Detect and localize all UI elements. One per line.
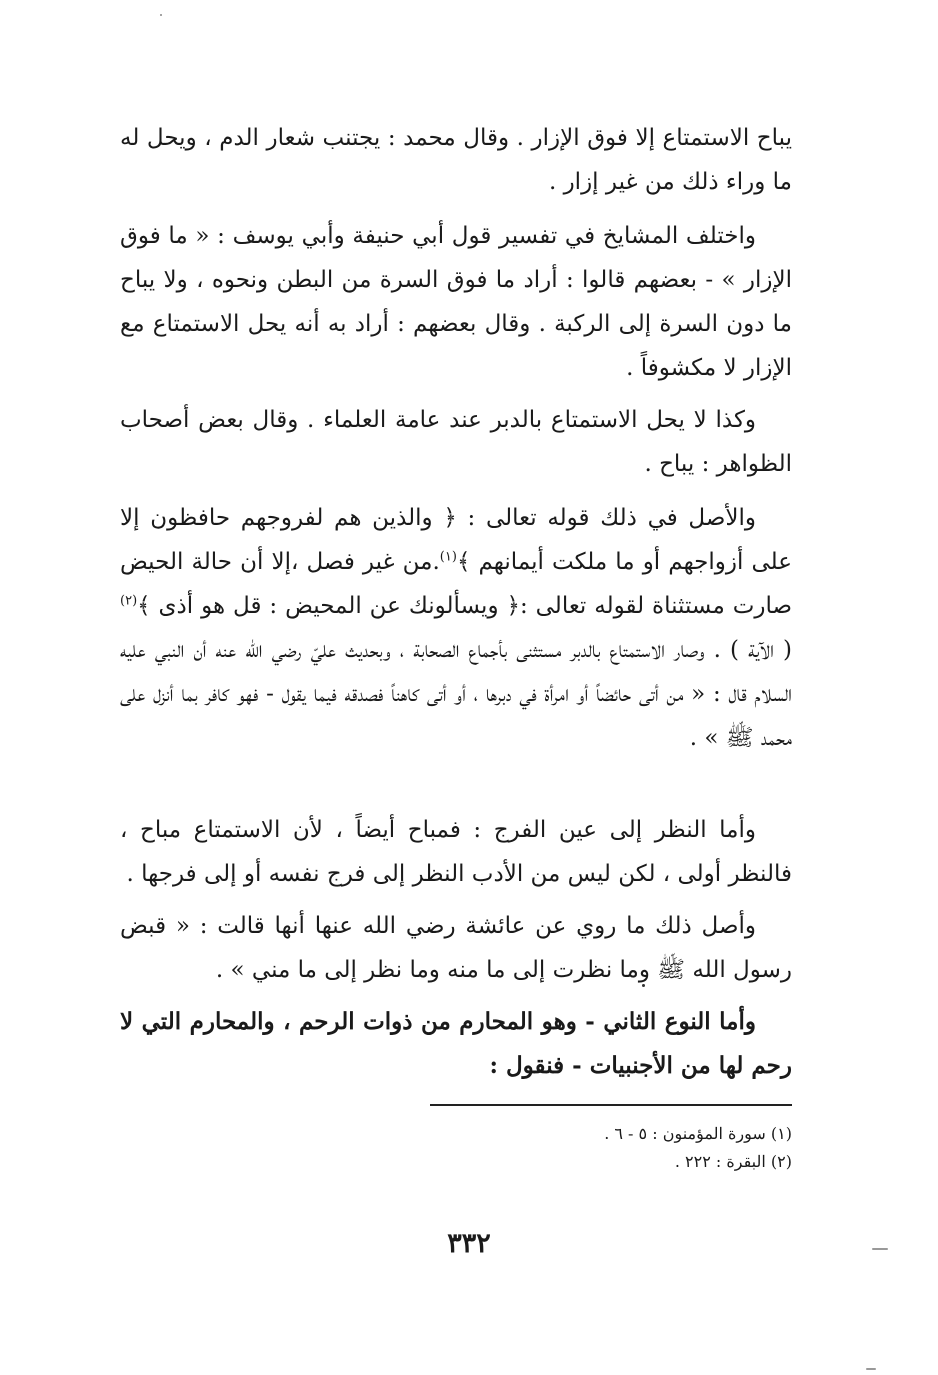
paragraph-5 [120,808,792,896]
page-number: ٣٣٢ [447,1228,491,1259]
footnote-ref-2: (٢) [120,593,138,609]
paragraph-4-text-b: .من غير فصل ،إلا أن حالة الحيض صارت مستثناة لقوله تعالى :﴿ ويسألونك عن المحيض : قل هو أذى ﴾ [120,549,792,619]
paragraph-4-text-c: ( الآية ) . وصار الاستمتاع بالدبر مستثنى بأجماع الصحابة ، وبحديث عليّ رضي الله عنه أن النبي عليه السلام قال : « من أتى حائضاً أو امرأة في دبرها ، أو أتى كاهناً فصدقه فيما يقول - فهو كافر بما أنزل على محمد ﷺ » . [120,637,792,751]
scan-speck [642,984,645,987]
paragraph-2 [120,214,792,390]
paragraph-7 [120,1000,792,1088]
paragraph-3 [120,398,792,486]
scan-mark [866,1368,876,1370]
paragraph-5-text: وأما النظر إلى عين الفرج : فمباح أيضاً ، لأن الاستمتاع مباح ، فالنظر أولى ، لكن ليس من الأدب النظر إلى فرج نفسه أو إلى فرجها . [120,817,792,887]
paragraph-3-text: وكذا لا يحل الاستمتاع بالدبر عند عامة العلماء . وقال بعض أصحاب الظواهر : يباح . [120,407,792,477]
scan-speck [160,14,162,16]
paragraph-7-text: وأما النوع الثاني - وهو المحارم من ذوات الرحم ، والمحارم التي لا رحم لها من الأجنبيات - فنقول : [120,1008,792,1079]
scan-mark [872,1248,888,1250]
paragraph-4-text-a: والأصل في ذلك قوله تعالى : ﴿ والذين هم لفروجهم حافظون إلا على أزواجهم أو ما ملكت أيمانهم ﴾ [120,505,792,575]
paragraph-1 [120,116,792,204]
paragraph-4 [120,496,792,760]
footnote-1: (١) سورة المؤمنون : ٥ - ٦ . [604,1124,792,1143]
paragraph-2-text: واختلف المشايخ في تفسير قول أبي حنيفة وأبي يوسف : « ما فوق الإزار » - بعضهم قالوا : أراد ما فوق السرة من البطن ونحوه ، ولا يباح ما دون السرة إلى الركبة . وقال بعضهم : أراد به أنه يحل الاستمتاع مع الإزار لا مكشوفاً . [120,223,792,381]
footnote-divider [430,1104,792,1106]
paragraph-6 [120,904,792,992]
footnote-ref-1: (١) [439,549,457,565]
paragraph-6-text: وأصل ذلك ما روي عن عائشة رضي الله عنها أنها قالت : « قبض رسول الله ﷺ وما نظرت إلى ما منه وما نظر إلى ما مني » . [120,913,792,983]
footnote-2: (٢) البقرة : ٢٢٢ . [674,1152,792,1171]
footnotes [430,1120,792,1176]
paragraph-1-text: يباح الاستمتاع إلا فوق الإزار . وقال محمد : يجتنب شعار الدم ، ويحل له ما وراء ذلك من غير إزار . [120,125,792,195]
